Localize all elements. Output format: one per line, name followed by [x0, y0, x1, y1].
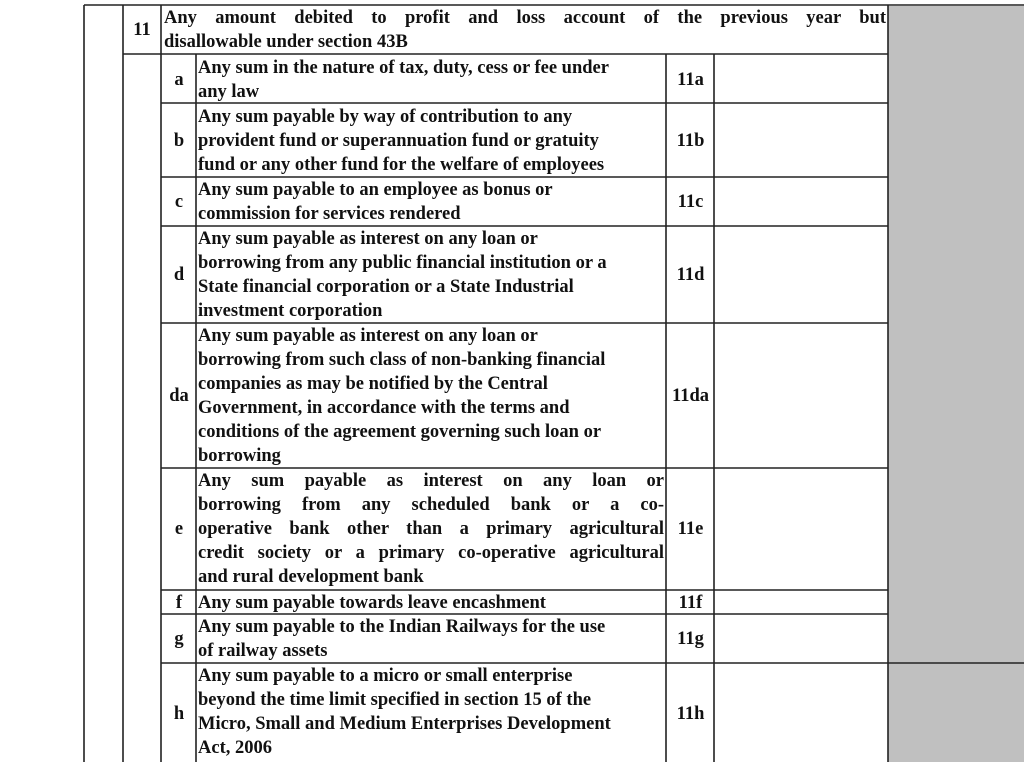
item-letter-a: a [174, 70, 184, 90]
item-g-line: of railway assets [198, 641, 328, 661]
item-code-g: 11g [677, 629, 704, 649]
item-h-line: Any sum payable to a micro or small enterprise [198, 666, 573, 686]
item-d-line: Any sum payable as interest on any loan or [198, 229, 538, 249]
item-c-line: commission for services rendered [198, 204, 461, 224]
item-b-line: Any sum payable by way of contribution to any [198, 107, 573, 127]
item-d-line: borrowing from any public financial institution or a [198, 253, 607, 273]
item-h-line: Act, 2006 [198, 738, 272, 758]
item-g-line: Any sum payable to the Indian Railways for the use [198, 617, 606, 637]
item-da-line: companies as may be notified by the Central [198, 374, 548, 394]
item-e-line: Any sum payable as interest on any loan or [198, 471, 664, 491]
item-da-line: conditions of the agreement governing such loan or [198, 422, 602, 442]
item-h-line: Micro, Small and Medium Enterprises Development [198, 714, 611, 734]
amount-field-11a[interactable] [715, 55, 887, 102]
item-text-f [198, 591, 664, 615]
amount-field-11e[interactable] [715, 469, 887, 589]
item-d-line: investment corporation [198, 301, 383, 321]
item-code-d: 11d [676, 265, 705, 285]
item-text-c [198, 178, 664, 226]
item-code-c: 11c [677, 192, 704, 212]
amount-field-11da[interactable] [715, 324, 887, 467]
item-e-line: credit society or a primary co-operative agricultural [198, 543, 664, 563]
item-b-line: provident fund or superannuation fund or gratuity [198, 131, 599, 151]
item-code-da: 11da [671, 386, 710, 406]
item-text-da [198, 324, 664, 468]
item-c-line: Any sum payable to an employee as bonus or [198, 180, 553, 200]
item-da-line: borrowing from such class of non-banking financial [198, 350, 606, 370]
header-description [164, 6, 886, 54]
header-line-2: disallowable under section 43B [164, 32, 408, 52]
amount-field-11f[interactable] [715, 591, 887, 613]
item-e-line: operative bank other than a primary agricultural [198, 519, 664, 539]
shaded-column [888, 6, 1024, 762]
item-letter-b: b [173, 131, 185, 151]
item-text-e [198, 469, 664, 589]
item-letter-e: e [174, 519, 184, 539]
row-number: 11 [133, 20, 151, 40]
amount-field-11g[interactable] [715, 615, 887, 662]
item-letter-h: h [173, 704, 185, 724]
item-da-line: Any sum payable as interest on any loan or [198, 326, 538, 346]
amount-field-11h[interactable] [715, 664, 887, 762]
item-da-line: borrowing [198, 446, 281, 466]
item-b-line: fund or any other fund for the welfare of employees [198, 155, 605, 175]
item-a-line: Any sum in the nature of tax, duty, cess or fee under [198, 58, 609, 78]
item-e-line: and rural development bank [198, 567, 424, 587]
item-letter-c: c [174, 192, 184, 212]
item-a-line: any law [198, 82, 260, 102]
item-letter-f: f [175, 593, 183, 613]
item-text-h [198, 664, 664, 760]
item-code-b: 11b [676, 131, 705, 151]
item-e-line: borrowing from any scheduled bank or a co- [198, 495, 664, 515]
item-f-line: Any sum payable towards leave encashment [198, 593, 546, 613]
item-code-a: 11a [677, 70, 704, 90]
header-line-1: Any amount debited to profit and loss account of the previous year but [164, 8, 886, 28]
item-text-a [198, 56, 664, 104]
item-h-line: beyond the time limit specified in section 15 of the [198, 690, 592, 710]
item-text-b [198, 105, 664, 177]
amount-field-11d[interactable] [715, 227, 887, 322]
item-code-h: 11h [676, 704, 705, 724]
item-letter-g: g [174, 629, 184, 649]
item-letter-d: d [173, 265, 185, 285]
amount-field-11c[interactable] [715, 178, 887, 225]
item-text-d [198, 227, 664, 323]
item-letter-da: da [169, 386, 189, 406]
item-d-line: State financial corporation or a State Industrial [198, 277, 574, 297]
item-text-g [198, 615, 664, 663]
item-code-e: 11e [677, 519, 704, 539]
amount-field-11b[interactable] [715, 104, 887, 176]
item-da-line: Government, in accordance with the terms and [198, 398, 570, 418]
item-code-f: 11f [678, 593, 703, 613]
